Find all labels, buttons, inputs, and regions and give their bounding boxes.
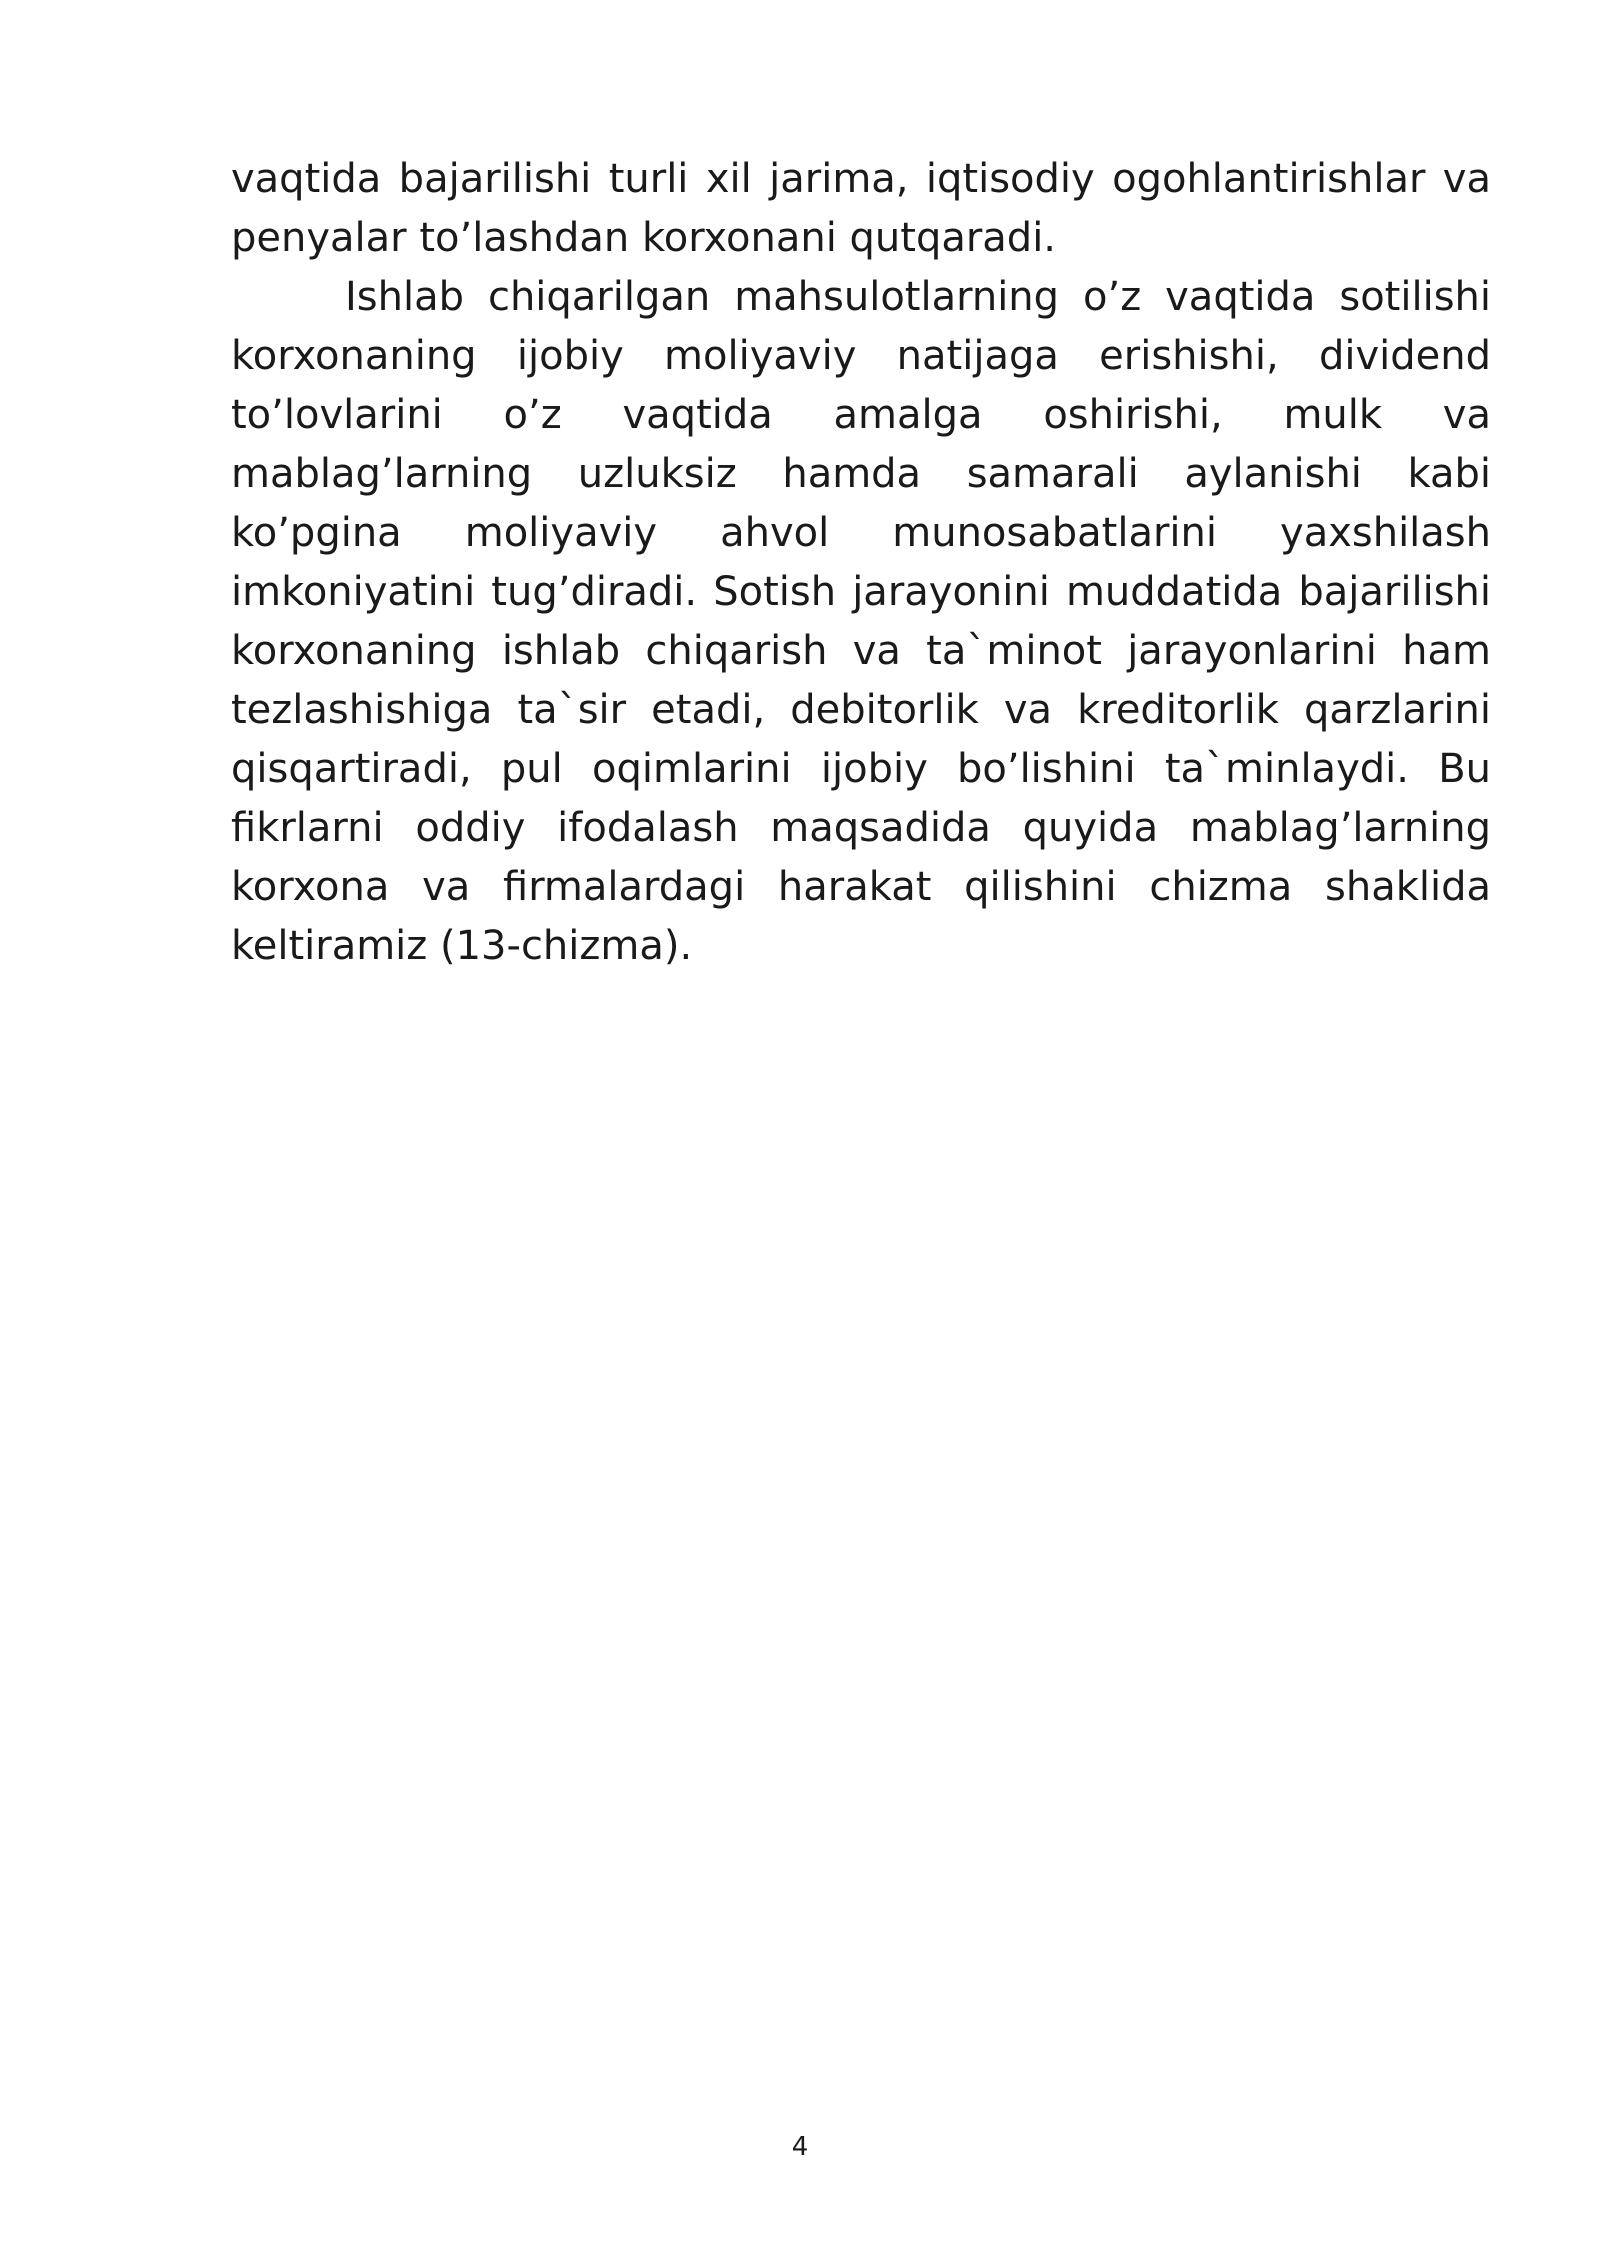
paragraph-main: Ishlab chiqarilgan mahsulotlarning o’z vaqtida sotilishi korxonaning ijobiy moliyaviy natijaga erishishi, dividend to’lovlarini o’z vaqtida amalga oshirishi, mulk va mablag’larning uzluksiz hamda samarali aylanishi kabi ko’pgina moliyaviy ahvol munosabatlarini yaxshilash imkoniyatini tug’diradi. Sotish jarayonini muddatida bajarilishi korxonaning ishlab chiqarish va ta`minot jarayonlarini ham tezlashishiga ta`sir etadi, debitorlik va kreditorlik qarzlarini qisqartiradi, pul oqimlarini ijobiy bo’lishini ta`minlaydi. Bu fikrlarni oddiy ifodalash maqsadida quyida mablag’larning korxona va firmalardagi harakat qilishini chizma shaklida keltiramiz (13-chizma). xyxy=(231,274,1491,969)
paragraph-continuation: vaqtida bajarilishi turli xil jarima, iqtisodiy ogohlantirishlar va penyalar to’lashdan korxonani qutqaradi. xyxy=(231,156,1491,261)
body-text xyxy=(231,150,1491,976)
page-number: 4 xyxy=(791,2132,809,2162)
